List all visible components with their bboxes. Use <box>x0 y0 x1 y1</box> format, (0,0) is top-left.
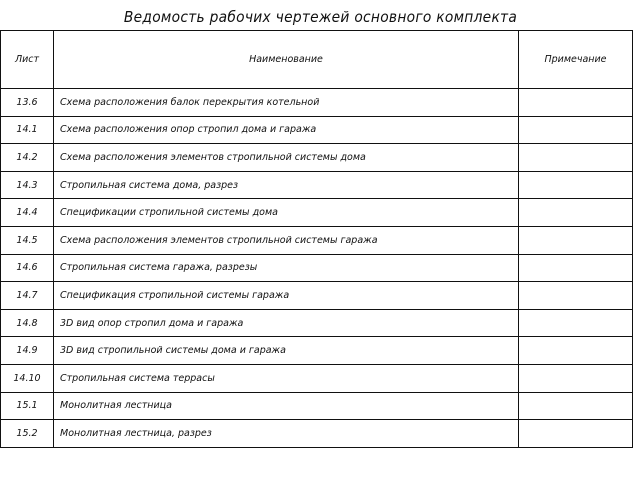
table-row <box>1 89 633 117</box>
cell-sheet: 14.9 <box>1 337 54 365</box>
cell-name: 3D вид стропильной системы дома и гаража <box>54 337 519 365</box>
cell-name: Схема расположения опор стропил дома и гаража <box>54 116 519 144</box>
cell-name: Схема расположения элементов стропильной системы гаража <box>54 226 519 254</box>
column-header-name: Наименование <box>54 31 519 89</box>
cell-sheet: 14.1 <box>1 116 54 144</box>
cell-note <box>519 254 633 282</box>
cell-sheet: 14.2 <box>1 144 54 172</box>
cell-name: Монолитная лестница <box>54 392 519 420</box>
cell-note <box>519 420 633 448</box>
cell-note <box>519 282 633 310</box>
cell-sheet: 15.2 <box>1 420 54 448</box>
cell-sheet: 14.7 <box>1 282 54 310</box>
sheet-title: Ведомость рабочих чертежей основного комплекта <box>123 8 518 26</box>
table-row <box>1 282 633 310</box>
cell-name: Стропильная система террасы <box>54 364 519 392</box>
cell-sheet: 14.5 <box>1 226 54 254</box>
column-header-note: Примечание <box>519 31 633 89</box>
cell-note <box>519 116 633 144</box>
cell-note <box>519 89 633 117</box>
table-row <box>1 254 633 282</box>
cell-name: Схема расположения балок перекрытия котельной <box>54 89 519 117</box>
cell-name: Стропильная система дома, разрез <box>54 171 519 199</box>
cell-sheet: 15.1 <box>1 392 54 420</box>
cell-note <box>519 144 633 172</box>
table-row <box>1 116 633 144</box>
cell-name: Спецификации стропильной системы дома <box>54 199 519 227</box>
cell-note <box>519 392 633 420</box>
table-row <box>1 392 633 420</box>
cell-note <box>519 226 633 254</box>
drawings-table <box>0 30 633 448</box>
cell-sheet: 14.6 <box>1 254 54 282</box>
cell-sheet: 14.8 <box>1 309 54 337</box>
cell-sheet: 14.4 <box>1 199 54 227</box>
cell-note <box>519 337 633 365</box>
table-row <box>1 199 633 227</box>
cell-name: Схема расположения элементов стропильной системы дома <box>54 144 519 172</box>
cell-note <box>519 364 633 392</box>
cell-note <box>519 171 633 199</box>
cell-note <box>519 199 633 227</box>
cell-sheet: 14.10 <box>1 364 54 392</box>
cell-sheet: 14.3 <box>1 171 54 199</box>
table-row <box>1 337 633 365</box>
table-row <box>1 420 633 448</box>
table-row <box>1 144 633 172</box>
cell-name: Монолитная лестница, разрез <box>54 420 519 448</box>
cell-sheet: 13.6 <box>1 89 54 117</box>
table-row <box>1 226 633 254</box>
cell-name: 3D вид опор стропил дома и гаража <box>54 309 519 337</box>
cell-name: Спецификация стропильной системы гаража <box>54 282 519 310</box>
table-row <box>1 309 633 337</box>
cell-name: Стропильная система гаража, разрезы <box>54 254 519 282</box>
column-header-sheet: Лист <box>1 31 54 89</box>
table-row <box>1 364 633 392</box>
table-header-row <box>1 31 633 89</box>
table-row <box>1 171 633 199</box>
cell-note <box>519 309 633 337</box>
